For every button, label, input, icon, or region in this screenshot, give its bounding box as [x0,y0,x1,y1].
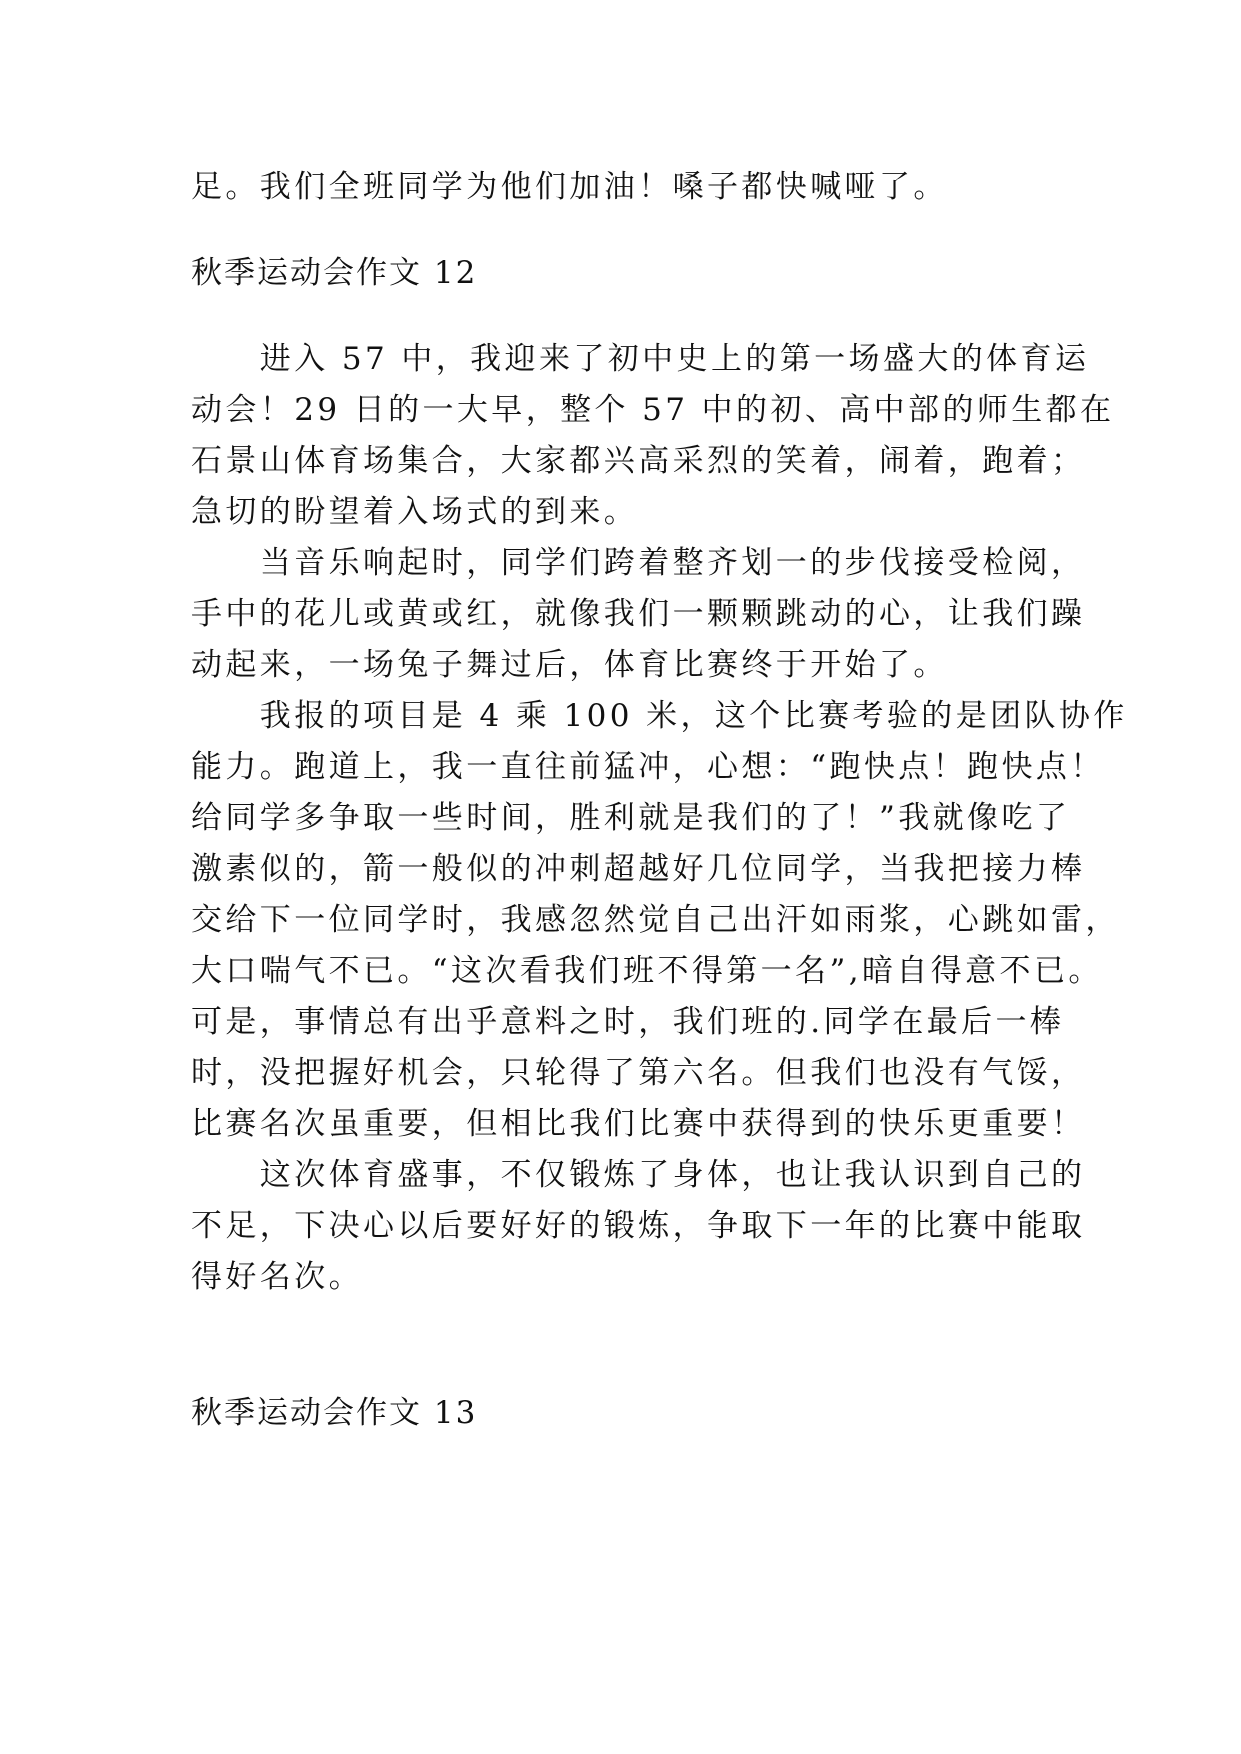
body-text-line: 石景山体育场集合，大家都兴高采烈的笑着，闹着，跑着； [191,443,1086,479]
body-text-line: 比赛名次虽重要，但相比我们比赛中获得到的快乐更重要！ [191,1106,1086,1142]
body-text-line: 激素似的，箭一般似的冲刺超越好几位同学，当我把接力棒 [191,851,1086,887]
body-text-line: 动会！29 日的一大早，整个 57 中的初、高中部的师生都在 [191,392,1115,428]
body-text-line: 大口喘气不已。“这次看我们班不得第一名”,暗自得意不已。 [191,953,1103,989]
section-heading: 秋季运动会作文 12 [191,255,478,291]
body-text-line: 得好名次。 [191,1259,363,1295]
body-text-line: 我报的项目是 4 乘 100 米，这个比赛考验的是团队协作 [191,698,1128,734]
body-text-line: 动起来，一场兔子舞过后，体育比赛终于开始了。 [191,647,948,683]
body-text-line: 手中的花儿或黄或红，就像我们一颗颗跳动的心，让我们躁 [191,596,1086,632]
body-text-line: 这次体育盛事，不仅锻炼了身体，也让我认识到自己的 [191,1157,1086,1193]
body-text-line: 交给下一位同学时，我感忽然觉自己出汗如雨浆，心跳如雷， [191,902,1120,938]
body-text-line: 急切的盼望着入场式的到来。 [191,494,639,530]
body-text-line: 当音乐响起时，同学们跨着整齐划一的步伐接受检阅， [191,545,1086,581]
body-text-line: 不足，下决心以后要好好的锻炼，争取下一年的比赛中能取 [191,1208,1086,1244]
body-text-line: 时，没把握好机会，只轮得了第六名。但我们也没有气馁， [191,1055,1086,1091]
body-text-line: 可是，事情总有出乎意料之时，我们班的.同学在最后一棒 [191,1004,1065,1040]
body-text-line: 进入 57 中，我迎来了初中史上的第一场盛大的体育运 [191,341,1090,377]
body-text-line: 足。我们全班同学为他们加油！嗓子都快喊哑了。 [191,169,948,205]
section-heading: 秋季运动会作文 13 [191,1395,478,1431]
body-text-line: 能力。跑道上，我一直往前猛冲，心想：“跑快点！跑快点！ [191,749,1105,785]
body-text-line: 给同学多争取一些时间，胜利就是我们的了！”我就像吃了 [191,800,1071,836]
